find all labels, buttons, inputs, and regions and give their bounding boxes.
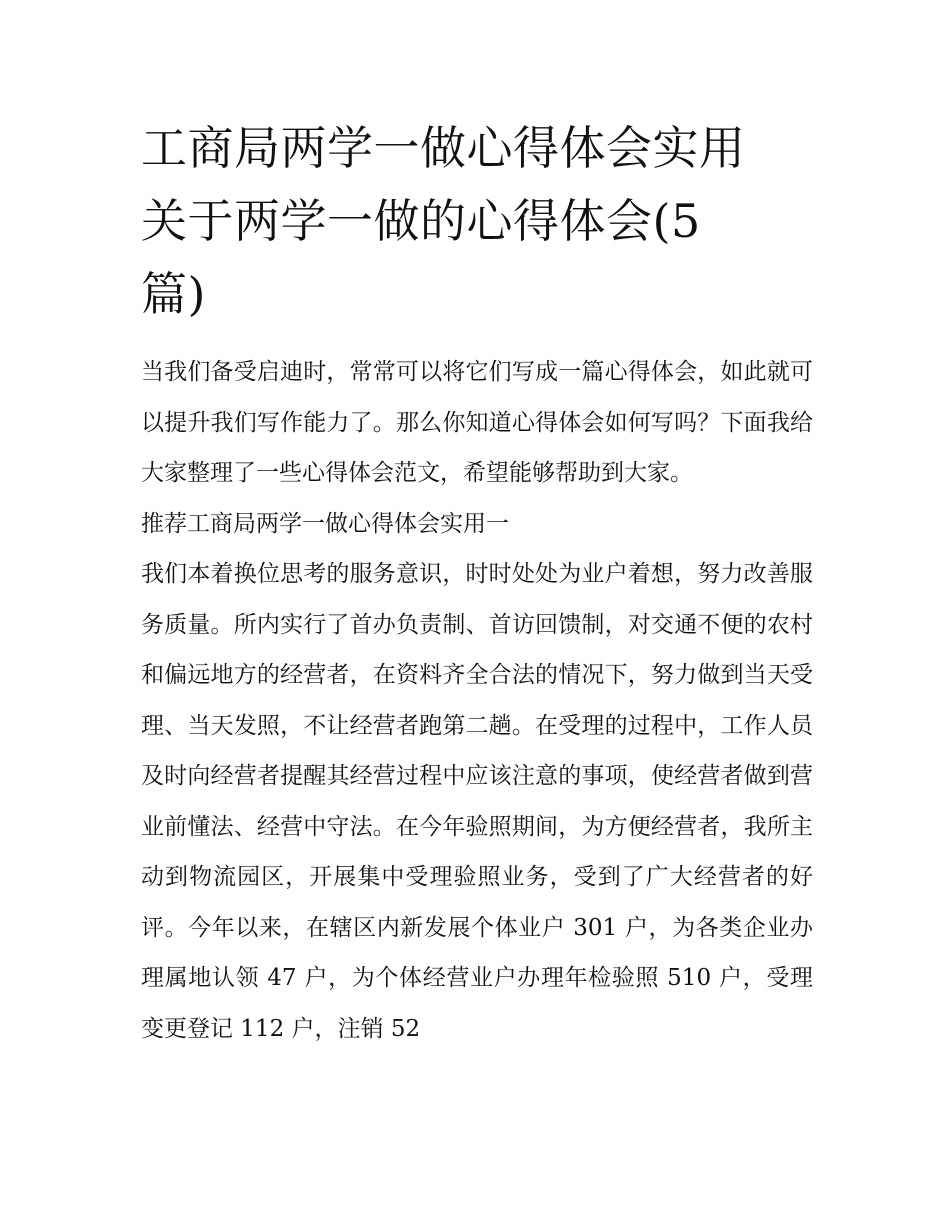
intro-paragraph: 当我们备受启迪时，常常可以将它们写成一篇心得体会，如此就可以提升我们写作能力了。那么你知道心得体会如何写吗？下面我给大家整理了一些心得体会范文，希望能够帮助到大家。 — [141, 359, 813, 486]
title-line-2: 关于两学一做的心得体会(5 — [141, 194, 701, 248]
document-page — [141, 112, 813, 1054]
document-title — [141, 112, 813, 331]
title-line-3: 篇) — [141, 267, 206, 321]
title-line-1: 工商局两学一做心得体会实用 — [141, 121, 746, 175]
body-paragraph: 我们本着换位思考的服务意识，时时处处为业户着想，努力改善服务质量。所内实行了首办负责制、首访回馈制，对交通不便的农村和偏远地方的经营者，在资料齐全合法的情况下，努力做到当天受理、当天发照，不让经营者跑第二趟。在受理的过程中，工作人员及时向经营者提醒其经营过程中应该注意的事项，使经营者做到营业前懂法、经营中守法。在今年验照期间，为方便经营者，我所主动到物流园区，开展集中受理验照业务，受到了广大经营者的好评。今年以来，在辖区内新发展个体业户 301 户，为各类企业办理属地认领 47 户，为个体经营业户办理年检验照 510 户，受理变更登记 112 户，注销 52 — [141, 561, 813, 1042]
section-heading: 推荐工商局两学一做心得体会实用一 — [141, 510, 509, 537]
